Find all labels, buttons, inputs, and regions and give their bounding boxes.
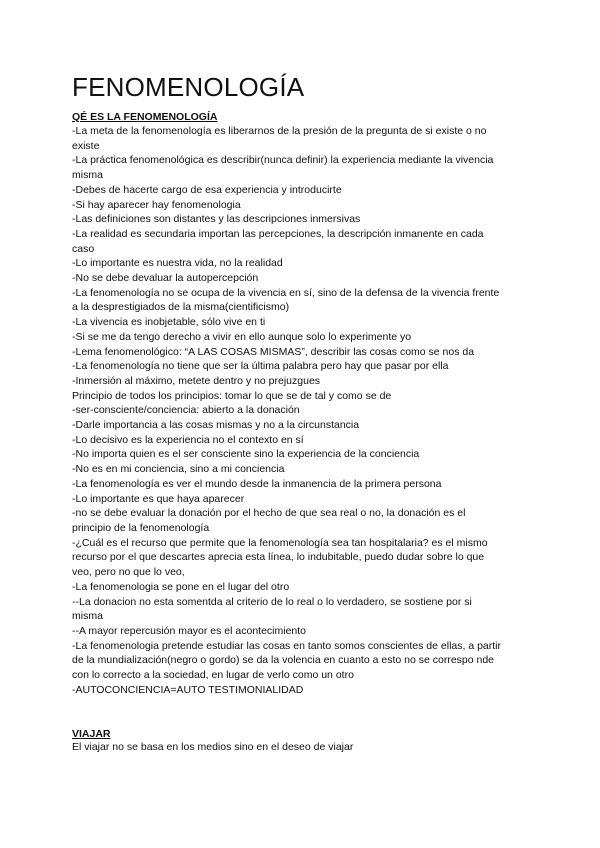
text-line: -no se debe evaluar la donación por el hecho de que sea real o no, la donación es el [72,507,466,520]
text-line: caso [72,242,95,255]
text-line: --La donacion no esta somentda al criterio de lo real o lo verdadero, se sostiene por si [72,595,472,608]
text-line: -Lema fenomenológico: “A LAS COSAS MISMAS”, describir las cosas como se nos da [72,345,475,358]
text-line: -Lo decisivo es la experiencia no el contexto en sí [72,433,304,446]
text-line: -¿Cuál es el recurso que permite que la fenomenología sea tan hospitalaria? es el mismo [72,536,488,549]
text-line: recurso por el que descartes aprecia esta línea, lo indubitable, puedo dudar sobre lo que [72,551,485,564]
text-line: -La fenomenologia se pone en el lugar del otro [72,580,290,593]
text-line: de la mundialización(negro o gordo) se da la volencia en cuanto a esto no se correspo nde [72,654,495,667]
text-line: -AUTOCONCIENCIA=AUTO TESTIMONIALIDAD [72,683,304,696]
section-heading-viajar: VIAJAR [72,728,111,740]
page-title: FENOMENOLOGÍA [72,72,305,102]
text-line: -Lo importante es nuestra vida, no la realidad [72,257,283,270]
text-line: -La fenomenologia pretende estudiar las cosas en tanto somos conscientes de ellas, a partir [72,639,502,652]
text-line: existe [72,139,100,152]
text-line: -La fenomenología es ver el mundo desde la inmanencia de la primera persona [72,477,442,490]
text-line: -La realidad es secundaria importan las percepciones, la descripción inmanente en cada [72,227,484,240]
text-line: -La fenomenología no tiene que ser la última palabra pero hay que pasar por ella [72,360,449,373]
text-line: a la desprestigiados de la misma(cientificismo) [72,301,290,314]
text-line: Principio de todos los principios: tomar lo que se de tal y como se de [72,389,392,402]
text-line: veo, pero no que lo veo, [72,566,185,579]
text-line: -Si se me da tengo derecho a vivir en ello aunque solo lo experimente yo [72,330,412,343]
text-line: -No importa quien es el ser consciente sino la experiencia de la conciencia [72,448,420,461]
text-line: principio de la fenomenología [72,521,210,534]
text-line: con lo correcto a la sociedad, en lugar de verlo como un otro [72,669,354,682]
text-line: -ser-consciente/conciencia: abierto a la donación [72,404,300,417]
text-line: misma [72,610,103,623]
text-line: -No es en mi conciencia, sino a mi conciencia [72,463,285,476]
text-line: El viajar no se basa en los medios sino en el deseo de viajar [72,741,354,753]
text-line: --A mayor repercusión mayor es el acontecimiento [72,624,307,637]
text-line: -La práctica fenomenológica es describir(nunca definir) la experiencia mediante la vivencia [72,154,494,167]
text-line: -No se debe devaluar la autopercepción [72,272,259,285]
text-line: misma [72,169,103,182]
text-line: -Si hay aparecer hay fenomenologia [72,198,241,211]
text-line: -Las definiciones son distantes y las descripciones inmersivas [72,213,361,226]
text-line: -La vivencia es inobjetable, sólo vive en ti [72,316,266,329]
text-line: -Debes de hacerte cargo de esa experiencia y introducirte [72,183,342,196]
text-line: -Inmersión al máximo, metete dentro y no prejuzgues [72,374,321,387]
text-line: -Darle importancia a las cosas mismas y no a la circunstancia [72,419,360,432]
section-heading-fenomenologia: QÉ ES LA FENOMENOLOGÍA [72,111,218,123]
text-line: -La fenomenología no se ocupa de la vivencia en sí, sino de la defensa de la vivencia frente [72,286,500,299]
section-body-fenomenologia [72,124,542,697]
text-line: -La meta de la fenomenología es liberarnos de la presión de la pregunta de si existe o no [72,125,487,137]
text-line: -Lo importante es que haya aparecer [72,492,245,505]
section-body-viajar [72,740,542,755]
